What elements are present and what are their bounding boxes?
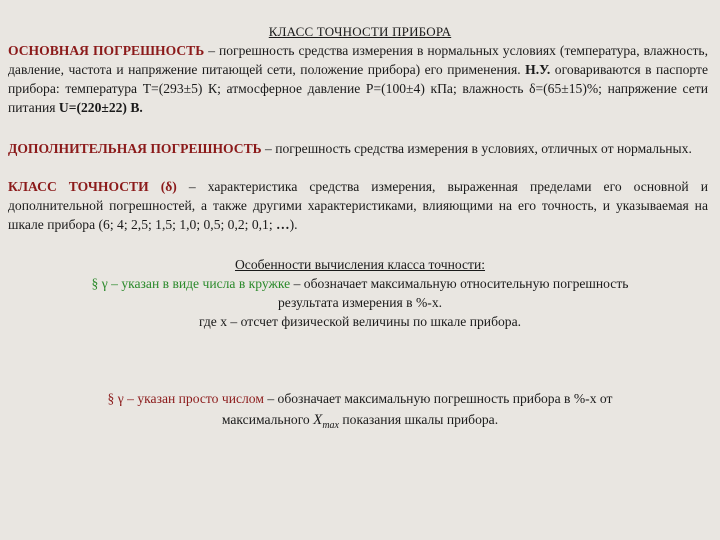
feature-1-line-3: где х – отсчет физической величины по шкале прибора. xyxy=(198,314,522,329)
feature-2-highlight: γ – указан просто числом xyxy=(117,391,264,406)
features-heading: Особенности вычисления класса точности: xyxy=(234,257,486,272)
feature-item-2 xyxy=(0,389,720,408)
accuracy-class-term: КЛАСС ТОЧНОСТИ xyxy=(8,179,149,194)
feature-1-highlight: γ – указан в виде числа в кружке xyxy=(101,276,291,291)
accuracy-class-symbol: (δ) xyxy=(160,179,177,194)
accuracy-class-close: ). xyxy=(289,217,298,232)
basic-error-text-1: – погрешность средства измерения в нормальных условиях (температура, влажность, давление, частота и напряжение питающей сети, положение прибора) его применения. xyxy=(8,43,708,77)
xmax-symbol: $X_{max}$ xyxy=(313,412,339,431)
bullet-icon: § xyxy=(91,276,99,291)
voltage-value: U=(220±22) В. xyxy=(58,100,143,115)
feature-item-1 xyxy=(0,274,720,293)
feature-1-line-2: результата измерения в %-х. xyxy=(277,295,443,310)
basic-error-term: ОСНОВНАЯ ПОГРЕШНОСТЬ xyxy=(8,43,205,58)
basic-error-text-2: оговариваются в паспорте прибора: температура Т=(293±5) К; атмосферное давление Р=(100±4) кПа; влажность δ=(65±15)%; напряжение сети питания xyxy=(8,62,708,115)
accuracy-class-ellipsis: … xyxy=(276,217,290,232)
basic-error-paragraph xyxy=(8,41,708,117)
normal-conditions-abbr: Н.У. xyxy=(525,62,551,77)
feature-1-text: – обозначает максимальную относительную погрешность xyxy=(290,276,629,291)
accuracy-class-paragraph xyxy=(8,177,708,234)
additional-error-paragraph xyxy=(8,139,708,158)
bullet-icon: § xyxy=(107,391,115,406)
feature-2-line-2-post: показания шкалы прибора. xyxy=(338,412,499,427)
accuracy-class-text: – характеристика средства измерения, выраженная пределами его основной и дополнительной погрешностей, а также другими характеристиками, влияющими на его точность, и указываемая на шкале прибора (6; 4; 2,5; 1,5; 1,0; 0,5; 0,2; 0,1; xyxy=(8,179,708,232)
feature-2-text: – обозначает максимальную погрешность прибора в %-х от xyxy=(263,391,613,406)
additional-error-text: – погрешность средства измерения в условиях, отличных от нормальных. xyxy=(261,141,692,156)
feature-2-line-2 xyxy=(0,410,720,435)
feature-2-line-2-pre: максимального xyxy=(221,412,314,427)
additional-error-term: ДОПОЛНИТЕЛЬНАЯ ПОГРЕШНОСТЬ xyxy=(8,141,262,156)
page-title: КЛАСС ТОЧНОСТИ ПРИБОРА xyxy=(268,24,452,39)
